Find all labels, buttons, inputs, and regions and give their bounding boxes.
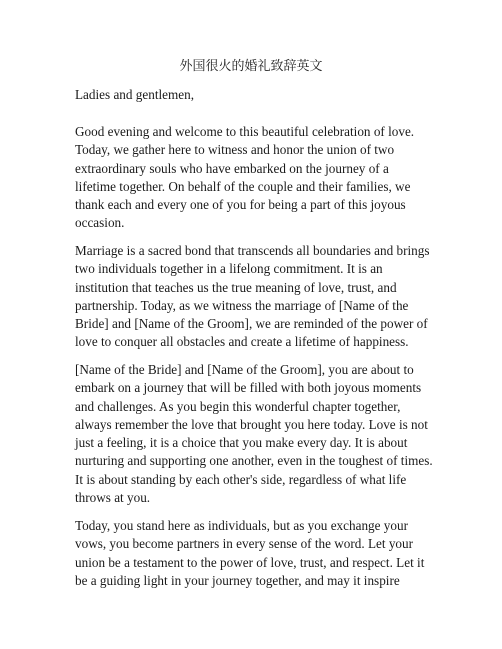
paragraph-line: Marriage is a sacred bond that transcends all boundaries and brings xyxy=(75,243,430,258)
paragraph-line: Today, we gather here to witness and honor the union of two xyxy=(75,142,395,158)
document-title: 外国很火的婚礼致辞英文 xyxy=(179,59,323,74)
paragraph-line: [Name of the Bride] and [Name of the Groom], you are about to xyxy=(75,362,414,377)
paragraph-line: always remember the love that brought you here today. Love is not xyxy=(75,416,428,432)
salutation: Ladies and gentlemen, xyxy=(75,87,195,102)
paragraph-line: and challenges. As you begin this wonderful chapter together, xyxy=(75,398,401,414)
paragraph-line: extraordinary souls who have embarked on the journey of a xyxy=(75,160,389,176)
paragraph-line: Bride] and [Name of the Groom], we are reminded of the power of xyxy=(75,316,428,332)
paragraph-line: It is about standing by each other's side, regardless of what life xyxy=(75,471,407,487)
paragraph-line: Good evening and welcome to this beautiful celebration of love. xyxy=(75,124,415,139)
paragraph-line: union be a testament to the power of love, trust, and respect. Let it xyxy=(75,554,425,570)
paragraph-4 xyxy=(75,517,435,590)
paragraph-line: thank each and every one of you for being a part of this joyous xyxy=(75,197,406,213)
paragraph-line: throws at you. xyxy=(75,490,151,506)
paragraph-line: nurturing and supporting one another, even in the toughest of times. xyxy=(75,453,433,469)
paragraph-line: occasion. xyxy=(75,215,125,231)
paragraph-line: lifetime together. On behalf of the couple and their families, we xyxy=(75,178,411,194)
paragraph-line: vows, you become partners in every sense of the word. Let your xyxy=(75,536,414,552)
paragraph-line: love to conquer all obstacles and create a lifetime of happiness. xyxy=(75,334,409,350)
paragraph-2 xyxy=(75,242,435,352)
paragraph-line: embark on a journey that will be filled with both joyous moments xyxy=(75,380,422,396)
paragraph-line: partnership. Today, as we witness the marriage of [Name of the xyxy=(75,297,409,313)
paragraph-line: be a guiding light in your journey together, and may it inspire xyxy=(75,572,400,588)
paragraph-1 xyxy=(75,123,435,233)
paragraph-3 xyxy=(75,361,435,507)
paragraph-line: just a feeling, it is a choice that you make every day. It is about xyxy=(75,435,408,451)
paragraph-line: two individuals together in a lifelong commitment. It is an xyxy=(75,261,383,277)
paragraph-line: institution that teaches us the true meaning of love, trust, and xyxy=(75,279,397,295)
paragraph-line: Today, you stand here as individuals, but as you exchange your xyxy=(75,518,408,533)
